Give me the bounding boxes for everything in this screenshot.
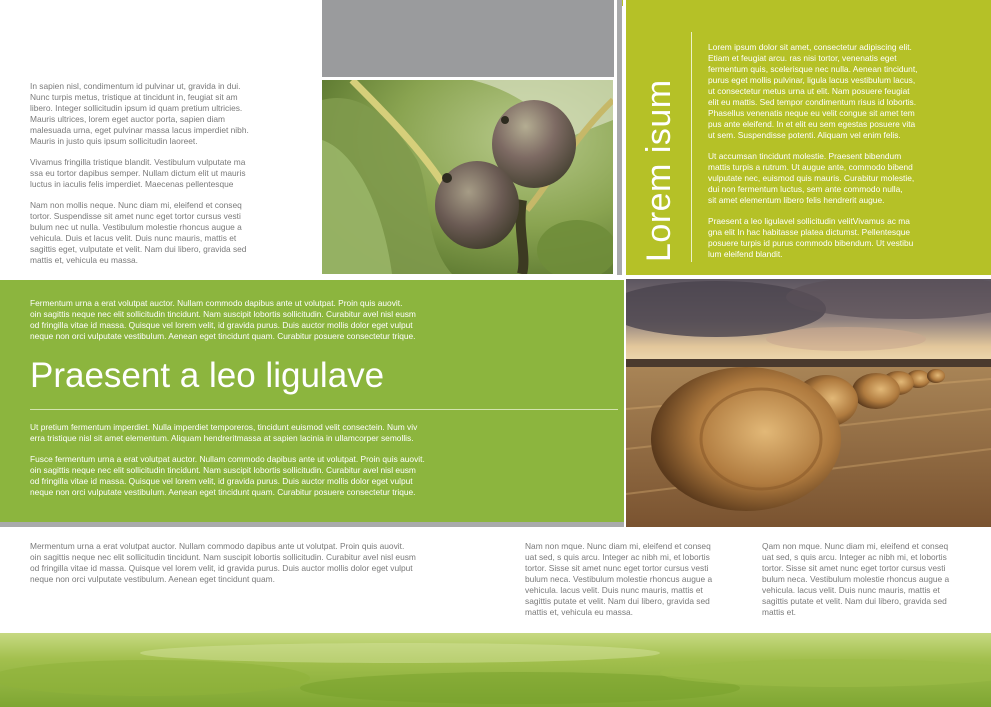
grass-photo <box>0 633 991 707</box>
headline-rule <box>30 409 618 410</box>
bottom-column-1: Mermentum urna a erat volutpat auctor. Nullam commodo dapibus ante ut volutpat. Proin quis auovit. oin sagittis neque nec elit sollicitudin tincidunt. Nam suscipit lobortis sollicitudin. Curabitur avel nisl eusm od fringilla vitae id massa. Quisque vel lorem velit, id gravida purus. Duis auctor mollis dolor eget vulput neque non orci vulputate vestibulum. Aenean eget tincidunt quam. <box>30 541 416 584</box>
green-paragraph: Ut pretium fermentum imperdiet. Nulla imperdiet temporeros, tincidunt euismod velit consectein. Num viv erra tristique nisl sit amet elementum. Aliquam hendreritmassa at sapien lacinia in ullamcorper semollis. <box>30 422 418 443</box>
intro-text <box>30 81 315 276</box>
green-panel-body <box>30 422 500 508</box>
vertical-title: Lorem isum <box>640 79 678 262</box>
crop-mark <box>622 0 623 6</box>
panel-paragraph: Praesent a leo ligulavel sollicitudin velitVivamus ac ma gna elit In hac habitasse platea dictumst. Pellentesque posuere turpis id purus commodo bibendum. Ut vestibu lum eleifend blandit. <box>708 216 914 259</box>
hay-bales-photo <box>626 279 991 527</box>
bottom-column-2: Nam non mque. Nunc diam mi, eleifend et conseq uat sed, s quis arcu. Integer ac nibh mi, et lobortis tortor. Sisse sit amet nunc eget tortor cursus vesti bulum neca. Vestibulum molestie rhoncus augue a vehicula. lacus velit. Duis nunc mauris, mattis et sagittis putate et velit. Nam dui libero, gravida sed mattis et, vehicula eu massa. <box>525 541 713 617</box>
gray-bar <box>0 522 624 527</box>
bottom-column-3: Qam non mque. Nunc diam mi, eleifend et conseq uat sed, s quis arcu. Integer ac nibh mi, et lobortis tortor. Sisse sit amet nunc eget tortor cursus vesti bulum neca. Vestibulum molestie rhoncus augue a vehicula. lacus velit. Duis nunc mauris, mattis et sagittis putate et velit. Nam dui libero, gravida sed mattis et. <box>762 541 950 617</box>
headline: Praesent a leo ligulave <box>30 356 385 395</box>
vertical-rule <box>691 32 692 262</box>
intro-paragraph: In sapien nisl, condimentum id pulvinar ut, gravida in dui. Nunc turpis metus, tristique at tincidunt in, feugiat sit am libero. Integer sollicitudin ipsum id quam pretium ultricies. Mauris ultrices, lorem eget auctor porta, sapien diam malesuada urna, eget pulvinar massa lacus imperdiet nibh. Mauris in justo quis ipsum sollicitudin laoreet. <box>30 81 249 146</box>
green-panel-top-text: Fermentum urna a erat volutpat auctor. Nullam commodo dapibus ante ut volutpat. Proin quis auovit. oin sagittis neque nec elit sollicitudin tincidunt. Nam suscipit lobortis sollicitudin. Curabitur avel nisl eusm od fringilla vitae id massa. Quisque vel lorem velit, id gravida purus. Duis auctor mollis dolor eget vulput neque non orci vulputate vestibulum. Aenean eget tincidunt quam. Curabitur posuere consectetur trique. <box>30 298 416 341</box>
intro-paragraph: Nam non mollis neque. Nunc diam mi, eleifend et conseq tortor. Suspendisse sit amet nunc eget tortor cursus vesti bulum nec ut nulla. Vestibulum molestie rhoncus augue a vehicula. Duis et lacus velit. Duis nunc mauris, mattis et sagittis eget, vulputate et velit. Nam dui libero, gravida sed mattis et, vehicula eu massa. <box>30 200 247 265</box>
intro-paragraph: Vivamus fringilla tristique blandit. Vestibulum vulputate ma ssa eu tortor dapibus semper. Nullam dictum elit ut mauris luctus in iaculis felis imperdiet. Maecenas pellentesque <box>30 157 246 189</box>
fig-photo <box>322 80 613 274</box>
gray-color-block <box>322 0 614 77</box>
panel-paragraph: Lorem ipsum dolor sit amet, consectetur adipiscing elit. Etiam et feugiat arcu. ras nisi tortor, venenatis eget fermentum quis, scelerisque nec nulla. Aenean tincidunt, purus eget mollis pulvinar, ligula lacus vestibulum lacus, ut consectetur metus urna ut elit. Nam posuere feugiat elit eu mattis. Sed tempor condimentum risus id lobortis. Phasellus venenatis neque eu velit congue sit amet tem pus ante eleifend. In et elit eu sem egestas posuere vita ut sem. Suspendisse potenti. Aliquam vel enim felis. <box>708 42 918 140</box>
green-paragraph: Fusce fermentum urna a erat volutpat auctor. Nullam commodo dapibus ante ut volutpat. Proin quis auovit. oin sagittis neque nec elit sollicitudin tincidunt. Nam suscipit lobortis sollicitudin. Curabitur avel nisl eusm od fringilla vitae id massa. Quisque vel lorem velit, id gravida purus. Duis auctor mollis dolor eget vulput neque non orci vulputate vestibulum. Aenean eget tincidunt quam. Curabitur posuere consectetur trique. <box>30 454 425 497</box>
panel-paragraph: Ut accumsan tincidunt molestie. Praesent bibendum mattis turpis a rutrum. Ut augue ante, commodo bibend vulputate nec, euismod quis mauris. Curabitur molestie, dui non fermentum luctus, sem ante commodo nulla, sit amet elementum libero felis hendrerit augue. <box>708 151 915 205</box>
yellow-panel-text <box>708 42 978 270</box>
vertical-divider <box>617 0 622 275</box>
